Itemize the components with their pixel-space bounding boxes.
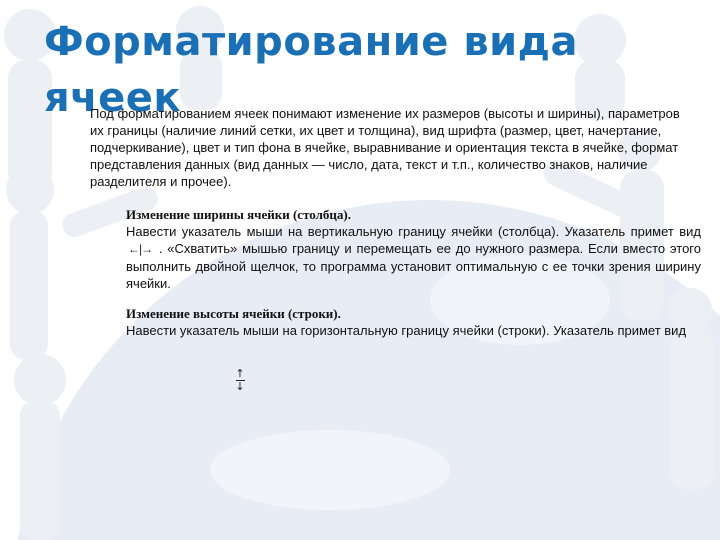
slide-title: Форматирование вида ячеек — [44, 19, 578, 121]
arrow-down-icon: ↓ — [235, 380, 245, 393]
arrow-up-icon: ↑ — [235, 367, 245, 380]
intro-paragraph: Под форматированием ячеек понимают изменение их размеров (высоты и ширины), параметров их границы (наличие линий сетки, их цвет и толщина), вид шрифта (размер, цвет, начертание, подчеркивание), цвет и тип фона в ячейке, выравнивание и ориентация текста в ячейке, формат представления данных (вид данных — число, дата, текст и т.п., количество знаков, наличие разделителя и прочее). — [90, 106, 680, 189]
height-section-heading: Изменение высоты ячейки (строки). — [126, 306, 341, 321]
width-section-heading: Изменение ширины ячейки (столбца). — [126, 207, 351, 222]
height-section — [126, 305, 701, 339]
height-section-text: Навести указатель мыши на горизонтальную границу ячейки (строки). Указатель примет вид — [126, 323, 687, 338]
width-section-text — [126, 223, 701, 292]
resize-horizontal-icon: ←|→ — [128, 242, 153, 256]
resize-vertical-icon — [234, 369, 246, 392]
width-section — [126, 206, 701, 292]
width-text-after-icon: . «Схватить» мышью границу и перемещать ее до нужного размера. Если вместо этого выполнить двойной щелчок, то программа установит оптимальную с ее точки зрения ширину ячейки. — [126, 241, 701, 291]
width-text-before-icon: Навести указатель мыши на вертикальную границу ячейки (столбца). Указатель примет вид — [126, 224, 701, 239]
